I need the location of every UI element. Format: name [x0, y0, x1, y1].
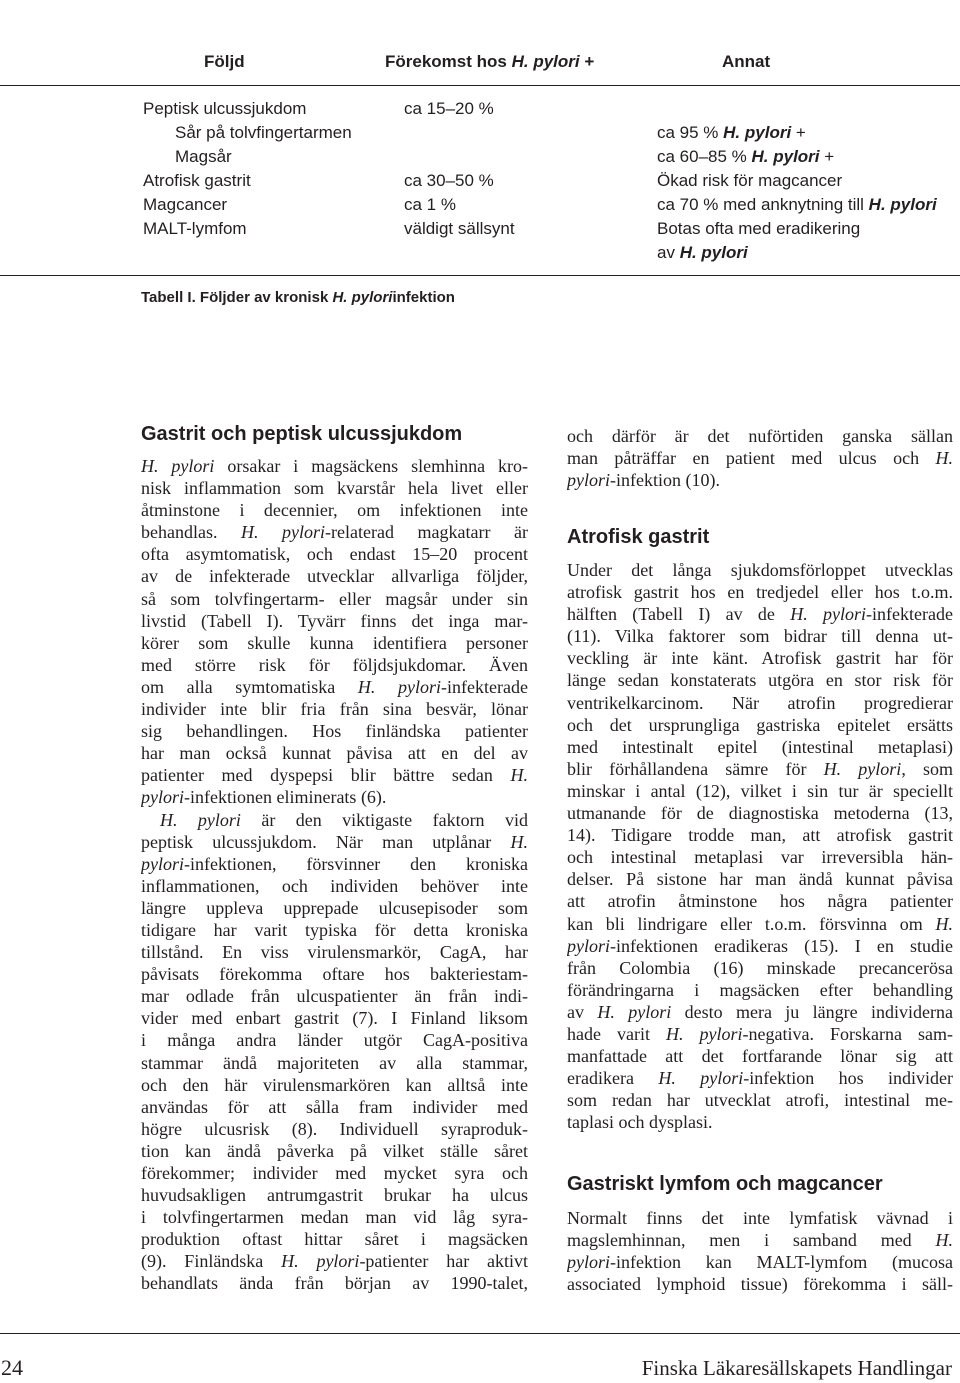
table-header-consequence: Följd [204, 52, 245, 71]
text-line [567, 669, 953, 691]
text-line [141, 1052, 528, 1074]
table-cell-consequence: MALT-lymfom [143, 219, 247, 238]
text-run: , som [901, 758, 953, 779]
text-run: delser. På sistone har man ändå kunnat påvisa [567, 869, 953, 890]
text-run: påvisats förekomma oftare hos bakteriestam- [141, 964, 528, 985]
text-run: -infektionen eliminerats (6). [184, 787, 387, 808]
text-line [141, 543, 528, 565]
text-line [567, 1001, 953, 1023]
text-line [567, 625, 953, 647]
text-run: peptisk ulcussjukdom. När man utplånar [141, 831, 511, 852]
text-run: atrofisk gastrit hos en tredjedel eller hos t.o.m. [567, 582, 953, 603]
table-cell-consequence: Magsår [175, 147, 232, 166]
text-run: blir förhållandena sämre för [567, 758, 824, 779]
table-cell-other [657, 169, 960, 193]
text-run: + [579, 52, 595, 71]
table-cell-other [657, 145, 960, 169]
text-line [141, 1029, 528, 1051]
text-run: Normalt finns det inte lymfatisk vävnad i [567, 1208, 953, 1228]
text-run: huvudsakligen antrumgastrit brukar ha ulcus [141, 1185, 528, 1206]
text-run: -infektion kan MALT-lymfom (mucosa [610, 1252, 953, 1273]
text-run: associated lymphoid tissue) förekomma i säll- [567, 1274, 953, 1295]
text-run: och den här virulensmarkören kan alltså inte [141, 1074, 528, 1095]
text-run: (9). Finländska [141, 1251, 282, 1272]
text-line [141, 963, 528, 985]
text-run: eradikera [567, 1068, 659, 1089]
italic-run: H. pylori [241, 522, 326, 543]
table-cell-prevalence [404, 145, 657, 169]
text-line [567, 846, 953, 868]
table-cell-consequence: Peptisk ulcussjukdom [143, 99, 307, 118]
text-line [567, 603, 953, 625]
text-line [567, 1045, 953, 1067]
table-cell-line [657, 241, 960, 265]
table-cell-other [657, 121, 960, 145]
italic-run: H. [935, 913, 953, 934]
text-line [567, 581, 953, 603]
text-line [567, 714, 953, 736]
body-paragraph [141, 455, 528, 809]
text-run: om alla symtomatiska [141, 676, 358, 697]
text-run: manfattade att det fortfarande lönar sig att [567, 1046, 953, 1067]
text-line [567, 1111, 953, 1133]
table-cell-other [657, 193, 960, 217]
text-line [567, 1251, 953, 1273]
table-header-other: Annat [722, 52, 771, 71]
text-line [141, 897, 528, 919]
text-run: med intestinalt epitel (intestinal metaplasi) [567, 736, 953, 757]
text-line [567, 913, 953, 935]
text-line [567, 1023, 953, 1045]
text-line [141, 698, 528, 720]
italic-run: H. pylori [658, 1068, 744, 1089]
text-run: i tolvfingertarmen medan man vid låg syra- [141, 1207, 528, 1228]
italic-run: H. pylori [790, 604, 867, 625]
text-line [141, 499, 528, 521]
text-line [141, 565, 528, 587]
text-line [141, 1206, 528, 1228]
italic-run: H. pylori [332, 289, 393, 306]
text-run: magslemhinnan, men i samband med [567, 1230, 936, 1251]
text-line [141, 831, 528, 853]
text-run: tillstånd. En viss virulensmarkör, CagA, har [141, 942, 528, 963]
text-line [141, 676, 528, 698]
text-run: individer inte blir fria från sina besvär, lönar [141, 699, 528, 720]
text-run: desto mera ju längre individerna [671, 1001, 953, 1022]
text-run: ca 70 % med anknytning till [657, 195, 869, 214]
text-line [141, 985, 528, 1007]
text-line [567, 647, 953, 669]
table-cell-consequence: Atrofisk gastrit [143, 171, 251, 190]
table-cell-other [657, 217, 960, 265]
text-run: + [819, 147, 835, 166]
text-line [141, 588, 528, 610]
left-column [141, 455, 528, 1295]
italic-run: pylori [567, 935, 610, 956]
text-run: orsakar i magsäckens slemhinna kro- [214, 456, 528, 476]
text-line [567, 425, 953, 447]
text-line [141, 1250, 528, 1272]
table-header-prevalence [385, 51, 594, 73]
italic-run: H. pylori [679, 243, 748, 262]
text-run: Förekomst hos [385, 52, 512, 71]
text-line [141, 1074, 528, 1096]
right-column-lymphoma [567, 1207, 953, 1295]
text-run: har man också kunnat påvisa att en del av [141, 743, 528, 764]
text-run: Tabell I. Följder av kronisk [141, 289, 333, 306]
text-run: produktion oftast hittar såret i magsäcken [141, 1229, 528, 1250]
text-line [567, 1229, 953, 1251]
text-line [567, 736, 953, 758]
table-cell-line [657, 145, 960, 169]
text-run: ofta asymtomatisk, och endast 15–20 procent [141, 544, 528, 565]
italic-run: pylori [567, 1252, 610, 1273]
text-line [141, 941, 528, 963]
text-line [141, 477, 528, 499]
text-run: stammar ändå majoriteten av alla stammar, [141, 1052, 528, 1073]
text-run: mar odlade från ulcuspatienter än från indi- [141, 986, 528, 1007]
page-number: 24 [1, 1355, 23, 1380]
italic-run: H. pylori [511, 52, 580, 71]
text-line [141, 786, 528, 808]
text-line [567, 1207, 953, 1229]
italic-run: H. pylori [597, 1001, 672, 1022]
section-heading: Gastrit och peptisk ulcussjukdom [141, 423, 463, 445]
text-run: i många andra länder utgör CagA-positiva [141, 1030, 528, 1051]
table-cell-prevalence: ca 15–20 % [404, 99, 494, 118]
text-run: vider med enbart gastrit (7). I Finland liksom [141, 1008, 528, 1029]
text-run: är den viktigaste faktorn vid [240, 809, 528, 830]
text-run: högre ulcusrisk (8). Individuell syraproduk- [141, 1118, 528, 1139]
text-run: och därför är det nuförtiden ganska sällan [567, 426, 953, 446]
table-cell-prevalence [404, 121, 657, 145]
text-run: kan bli lindrigare eller t.o.m. försvinna om [567, 913, 936, 934]
body-paragraph [567, 559, 953, 1133]
italic-run: H. pylori [823, 758, 902, 779]
text-run: minskar i antal (12), vilket i sin tur är speciellt [567, 780, 953, 801]
italic-run: H. [935, 1230, 953, 1251]
text-line [567, 979, 953, 1001]
text-run: -infektionen, försvinner den kroniska [184, 853, 528, 874]
text-run: Under det långa sjukdomsförloppet utvecklas [567, 560, 953, 580]
text-run: -negativa. Forskarna sam- [742, 1023, 953, 1044]
text-run: användas för att sålla fram individer med [141, 1096, 528, 1117]
italic-run: H. pylori [666, 1023, 743, 1044]
table-caption [141, 288, 455, 308]
text-line [567, 868, 953, 890]
footer-rule [0, 1333, 960, 1334]
text-run: från Colombia (16) minskade precancerösa [567, 957, 953, 978]
text-line [567, 469, 953, 491]
section-heading: Gastriskt lymfom och magcancer [567, 1173, 883, 1195]
text-line [567, 890, 953, 912]
text-line [567, 957, 953, 979]
table-cell-prevalence: väldigt sällsynt [404, 219, 515, 238]
text-run: -infekterade [441, 676, 528, 697]
text-run: + [791, 123, 806, 142]
text-run: Ökad risk för magcancer [657, 171, 843, 190]
italic-run: H. pylori [723, 123, 792, 142]
text-line [141, 1118, 528, 1140]
text-line [567, 1089, 953, 1111]
text-line [567, 824, 953, 846]
table-row [143, 169, 960, 193]
text-run: 14). Tidigare trodde man, att atrofisk gastrit [567, 825, 953, 846]
text-run: hade varit [567, 1023, 667, 1044]
text-line [567, 1067, 953, 1089]
table-body [143, 97, 960, 265]
text-run: körer som skulle kunna identifiera personer [141, 632, 528, 653]
text-run: infektion [392, 289, 455, 306]
text-run: man påträffar en patient med ulcus och [567, 448, 936, 469]
table-cell-line [657, 217, 960, 241]
table-row [143, 97, 960, 121]
italic-run: H. pylori [281, 1251, 360, 1272]
italic-run: H. [510, 831, 528, 852]
text-run: behandlas. [141, 522, 242, 543]
text-line [567, 758, 953, 780]
text-run: av de infekterade utvecklar allvarliga följder, [141, 566, 528, 587]
text-line [567, 935, 953, 957]
text-run: livstid (Tabell I). Tyvärr finns det inga mar- [141, 610, 528, 631]
text-run: behandlats ända från början av 1990-talet, [141, 1273, 528, 1294]
journal-name: Finska Läkaresällskapets Handlingar [641, 1356, 952, 1380]
text-run: förekommer; individer med mycket syra och [141, 1163, 528, 1183]
table-top-rule [0, 85, 960, 86]
text-line [141, 1162, 528, 1184]
table-row [143, 121, 960, 145]
text-run: tidigare har varit typiska för detta kroniska [141, 919, 528, 940]
table-cell-prevalence: ca 1 % [404, 195, 456, 214]
text-run: att atrofin åtminstone hos några patienter [567, 891, 953, 912]
text-line [141, 1096, 528, 1118]
text-run: -infektion (10). [610, 470, 720, 491]
italic-run: pylori [141, 787, 184, 808]
text-line [567, 780, 953, 802]
text-line [567, 559, 953, 581]
text-run: av [657, 243, 680, 262]
italic-run: pylori [567, 470, 610, 491]
text-run: tion kan ändå påverka på vilket ställe såret [141, 1140, 528, 1161]
text-line [567, 447, 953, 469]
body-paragraph [141, 809, 528, 1295]
text-run: och det ursprungliga gastriska epitelet ersätts [567, 714, 953, 735]
text-run: ca 60–85 % [657, 147, 752, 166]
text-line [567, 1273, 953, 1295]
text-run: patienter med dyspepsi blir bättre sedan [141, 765, 511, 786]
italic-run: H. [935, 448, 953, 469]
body-paragraph [567, 425, 953, 491]
body-paragraph [567, 1207, 953, 1295]
table-row [143, 193, 960, 217]
italic-run: H. pylori [141, 456, 215, 476]
text-line [141, 1007, 528, 1029]
table-cell-line [657, 121, 960, 145]
text-run: ventrikelkarcinom. När atrofin progredierar [567, 692, 953, 713]
italic-run: H. pylori [357, 676, 442, 697]
table-bottom-rule [0, 275, 960, 276]
text-line [141, 610, 528, 632]
text-run: inflammationen, och individen behöver inte [141, 875, 528, 896]
text-run: och intestinal metaplasi var irreversibla hän- [567, 847, 953, 868]
text-line [141, 919, 528, 941]
text-run: utmanande för de diagnostiska metoderna (13, [567, 803, 953, 824]
section-heading: Atrofisk gastrit [567, 526, 710, 548]
italic-run: pylori [141, 853, 184, 874]
text-line [141, 521, 528, 543]
text-line [141, 654, 528, 676]
table-row [143, 145, 960, 169]
table-row [143, 217, 960, 265]
text-run: sig behandlingen. Hos finländska patienter [141, 721, 528, 742]
text-line [141, 853, 528, 875]
text-run: nisk inflammation som kvarstår hela livet eller [141, 478, 528, 499]
text-run: (11). Vilka faktorer som bidrar till denna ut- [567, 626, 953, 647]
italic-run: H. [510, 765, 528, 786]
italic-run: H. pylori [751, 147, 820, 166]
text-run: av [567, 1001, 598, 1022]
text-run: förändringarna i magsäcken efter behandling [567, 979, 953, 1000]
text-run: ca 95 % [657, 123, 724, 142]
text-line [141, 720, 528, 742]
text-run: med större risk för följdsjukdomar. Även [141, 654, 528, 675]
right-column-intro [567, 425, 953, 491]
text-line [141, 1184, 528, 1206]
table-cell-line [657, 193, 960, 217]
text-run: länge sedan konstaterats utgöra en stor risk för [567, 670, 953, 691]
text-run: längre uppleva upprepade ulcusepisoder som [141, 897, 528, 918]
text-line [141, 1228, 528, 1250]
text-run: veckling är inte känt. Atrofisk gastrit har för [567, 648, 953, 669]
text-run: -infekterade [866, 604, 953, 625]
text-run: -patienter har aktivt [359, 1251, 528, 1272]
table-cell-prevalence: ca 30–50 % [404, 171, 494, 190]
text-line [567, 692, 953, 714]
table-cell-other [657, 97, 960, 121]
text-run: -infektionen eradikeras (15). I en studie [610, 935, 953, 956]
text-line [141, 764, 528, 786]
text-run: taplasi och dysplasi. [567, 1112, 713, 1133]
text-run: -relaterad magkatarr är [325, 522, 528, 543]
text-line [141, 455, 528, 477]
text-run: Botas ofta med eradikering [657, 219, 861, 238]
right-column-atrophic [567, 559, 953, 1133]
text-line [141, 809, 528, 831]
text-line [141, 1140, 528, 1162]
text-line [141, 875, 528, 897]
italic-run: H. pylori [868, 195, 937, 214]
text-line [567, 802, 953, 824]
text-run: som redan har utvecklat atrofi, intestinal me- [567, 1090, 953, 1111]
text-run: -infektion hos individer [743, 1068, 953, 1089]
table-cell-line [657, 169, 960, 193]
text-run: åtminstone i decennier, om infektionen inte [141, 500, 528, 521]
text-run: hälften (Tabell I) av de [567, 604, 791, 625]
text-line [141, 1272, 528, 1294]
text-line [141, 742, 528, 764]
text-run: så som tolvfingertarm- eller magsår under sin [141, 588, 528, 609]
text-line [141, 632, 528, 654]
table-cell-consequence: Sår på tolvfingertarmen [175, 123, 352, 142]
table-cell-consequence: Magcancer [143, 195, 228, 214]
italic-run: H. pylori [160, 809, 241, 830]
